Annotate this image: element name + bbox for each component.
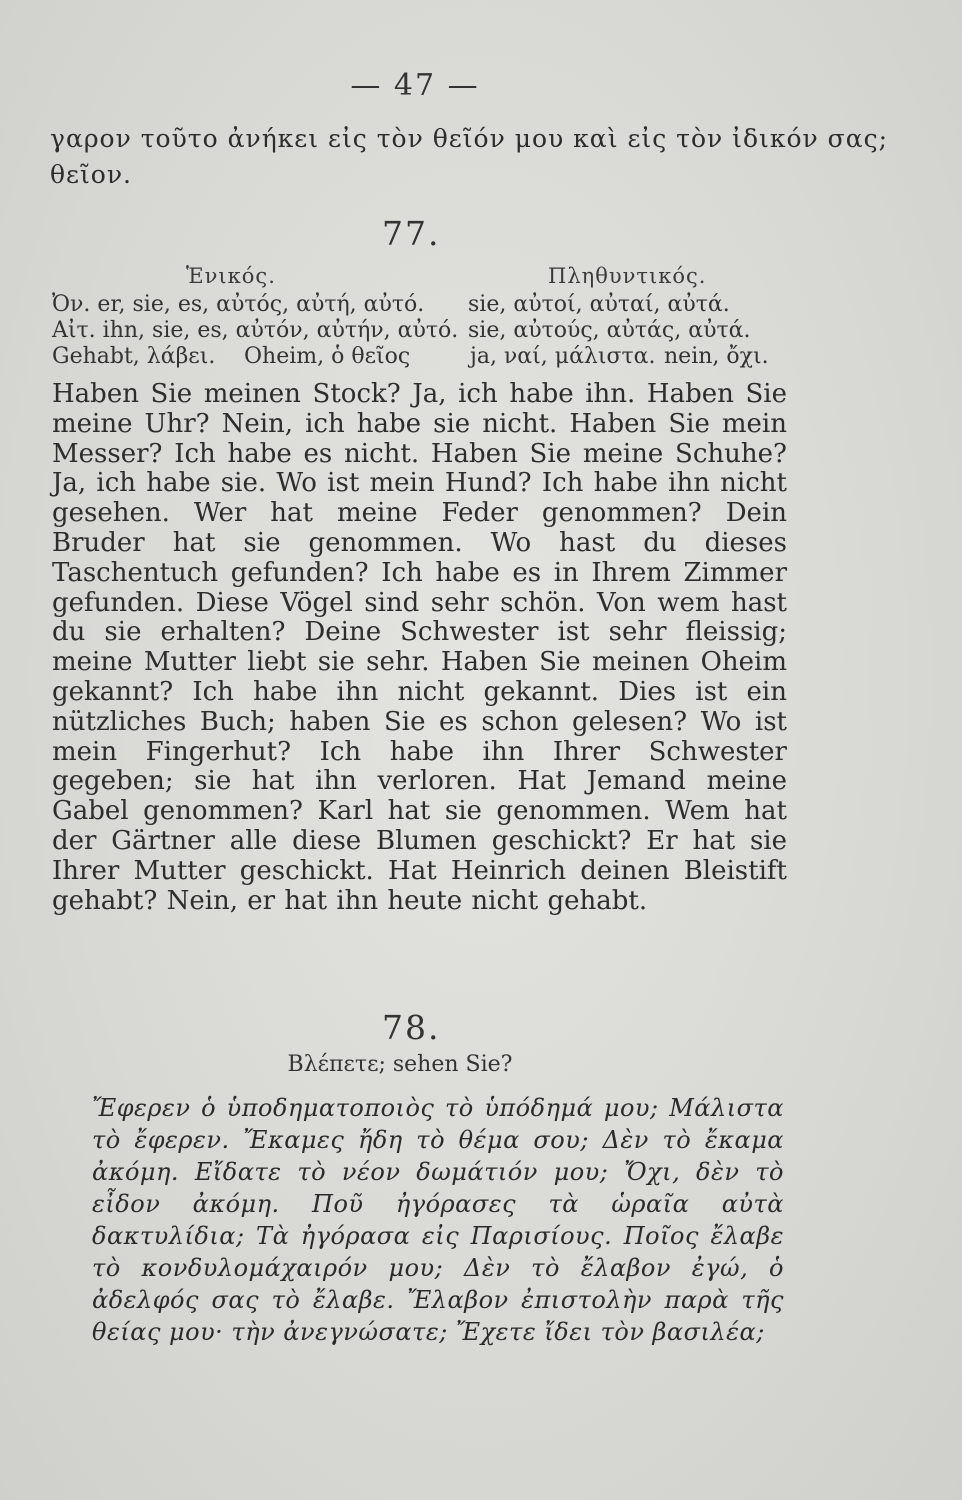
vocab-gehabt: Gehabt, λάβει. xyxy=(52,344,216,369)
accusative-singular: Αἰτ. ihn, sie, es, αὐτόν, αὐτήν, αὐτό. xyxy=(52,318,459,343)
singular-heading: Ἑνικός. xyxy=(186,264,276,288)
accusative-plural: sie, αὐτούς, αὐτάς, αὐτά. xyxy=(468,318,751,343)
nominative-singular: Ὀν. er, sie, es, αὐτός, αὐτή, αὐτό. xyxy=(52,292,425,317)
section-78-subtitle: Βλέπετε; sehen Sie? xyxy=(287,1052,513,1077)
vocab-oheim: Oheim, ὁ θεῖος xyxy=(244,344,411,369)
section-77-text: Haben Sie meinen Stock? Ja, ich habe ihn. Haben Sie meine Uhr? Nein, ich habe sie nicht. Haben Sie mein Messer? Ich habe es nicht. Haben Sie meine Schuhe? Ja, ich habe sie. Wo ist mein Hund? Ich habe ihn nicht gesehen. Wer hat meine Feder genommen? Dein Bruder hat sie genommen. Wo hast du dieses Taschentuch gefunden? Ich habe es in Ihrem Zimmer gefunden. Diese Vögel sind sehr schön. Von wem hast du sie erhalten? Deine Schwester ist sehr fleissig; meine Mutter liebt sie sehr. Haben Sie meinen Oheim gekannt? Ich habe ihn nicht gekannt. Dies ist ein nützliches Buch; haben Sie es schon gelesen? Wo ist mein Fingerhut? Ich habe ihn Ihrer Schwester gegeben; sie hat ihn verloren. Hat Jemand meine Gabel genommen? Karl hat sie genommen. Wem hat der Gärtner alle diese Blumen geschickt? Er hat sie Ihrer Mutter geschickt. Hat Heinrich deinen Bleistift gehabt? Nein, er hat ihn heute nicht gehabt. xyxy=(52,379,787,916)
vocab-ja: ja, ναί, μάλιστα. xyxy=(470,344,656,369)
section-78-number: 78. xyxy=(382,1008,441,1047)
vocab-nein: nein, ὄχι. xyxy=(664,344,769,369)
section-78-text: Ἔφερεν ὁ ὑποδηματοποιὸς τὸ ὑπόδημά μου; Μάλιστα τὸ ἔφερεν. Ἔκαμες ἤδη τὸ θέμα σου; Δὲν τὸ ἔκαμα ἀκόμη. Εἴδατε τὸ νέον δωμάτιόν μου; Ὄχι, δὲν τὸ εἶδον ἀκόμη. Ποῦ ἠγόρασες τὰ ὡραῖα αὐτὰ δακτυλίδια; Τὰ ἠγόρασα εἰς Παρισίους. Ποῖος ἔλαβε τὸ κονδυλομάχαιρόν μου; Δὲν τὸ ἔλαβον ἐγώ, ὁ ἀδελφός σας τὸ ἔλαβε. Ἔλαβον ἐπιστολὴν παρὰ τῆς θείας μου· τὴν ἀνεγνώσατε; Ἔχετε ἴδει τὸν βασιλέα; xyxy=(92,1094,784,1346)
page-number: — 47 — xyxy=(350,68,480,103)
intro-line-2: θεῖον. xyxy=(50,160,133,189)
intro-line-1: γαρον τοῦτο ἀνήκει εἰς τὸν θεῖόν μου καὶ εἰς τὸν ἰδικόν σας; xyxy=(50,124,889,153)
nominative-plural: sie, αὐτοί, αὐταί, αὐτά. xyxy=(468,292,730,317)
plural-heading: Πληθυντικός. xyxy=(548,264,707,288)
section-77-number: 77. xyxy=(382,214,441,253)
